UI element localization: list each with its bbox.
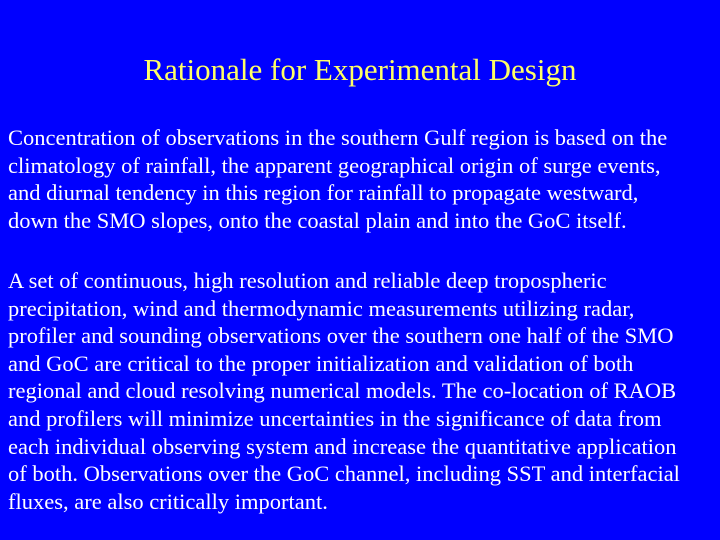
- paragraph-line: each individual observing system and increase the quantitative application: [8, 433, 677, 459]
- paragraph-line: and GoC are critical to the proper initialization and validation of both: [8, 350, 634, 376]
- paragraph-line: profiler and sounding observations over the southern one half of the SMO: [8, 323, 674, 349]
- paragraph-line: A set of continuous, high resolution and reliable deep tropospheric: [8, 268, 607, 293]
- paragraph-line: fluxes, are also critically important.: [8, 488, 328, 514]
- slide-title: Rationale for Experimental Design: [143, 52, 577, 87]
- paragraph-line: down the SMO slopes, onto the coastal plain and into the GoC itself.: [8, 207, 627, 233]
- paragraph-1: [8, 124, 667, 234]
- paragraph-line: and diurnal tendency in this region for rainfall to propagate westward,: [8, 180, 639, 206]
- paragraph-2: [8, 267, 680, 515]
- paragraph-line: Concentration of observations in the southern Gulf region is based on the: [8, 125, 668, 150]
- paragraph-line: precipitation, wind and thermodynamic measurements utilizing radar,: [8, 295, 635, 321]
- paragraph-line: climatology of rainfall, the apparent geographical origin of surge events,: [8, 152, 661, 178]
- paragraph-line: and profilers will minimize uncertainties in the significance of data from: [8, 405, 662, 431]
- paragraph-line: of both. Observations over the GoC channel, including SST and interfacial: [8, 461, 680, 487]
- paragraph-line: regional and cloud resolving numerical models. The co-location of RAOB: [8, 378, 677, 404]
